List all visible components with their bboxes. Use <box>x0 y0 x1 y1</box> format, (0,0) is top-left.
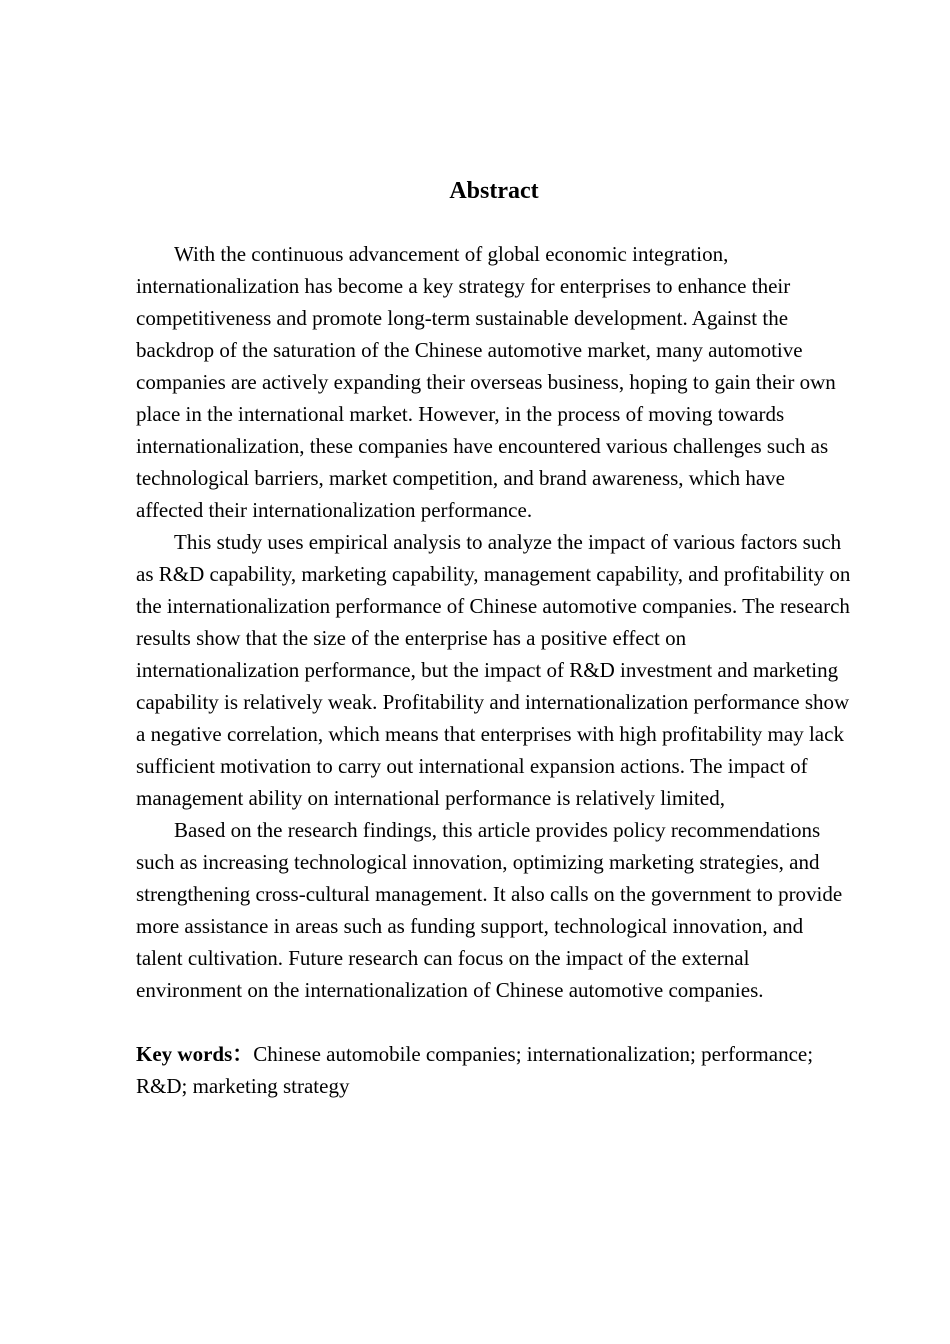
keywords-text: Chinese automobile companies; internationalization; performance; R&D; marketing strategy <box>136 1042 814 1098</box>
keywords-line <box>136 1038 852 1102</box>
keywords-label: Key words： <box>136 1042 254 1066</box>
document-page <box>136 176 852 1102</box>
abstract-paragraph-3: Based on the research findings, this article provides policy recommendations such as increasing technological innovation, optimizing marketing strategies, and strengthening cross-cultural management. It also calls on the government to provide more assistance in areas such as funding support, technological innovation, and talent cultivation. Future research can focus on the impact of the external environment on the internationalization of Chinese automotive companies. <box>136 818 843 1002</box>
abstract-paragraph-2: This study uses empirical analysis to analyze the impact of various factors such as R&D capability, marketing capability, management capability, and profitability on the internationalization performance of Chinese automotive companies. The research results show that the size of the enterprise has a positive effect on internationalization performance, but the impact of R&D investment and marketing capability is relatively weak. Profitability and internationalization performance show a negative correlation, which means that enterprises with high profitability may lack sufficient motivation to carry out international expansion actions. The impact of management ability on international performance is relatively limited, <box>136 530 851 810</box>
abstract-title: Abstract <box>449 178 539 204</box>
abstract-paragraph-1: With the continuous advancement of global economic integration, internationalization has become a key strategy for enterprises to enhance their competitiveness and promote long-term sustainable development. Against the backdrop of the saturation of the Chinese automotive market, many automotive companies are actively expanding their overseas business, hoping to gain their own place in the international market. However, in the process of moving towards internationalization, these companies have encountered various challenges such as technological barriers, market competition, and brand awareness, which have affected their internationalization performance. <box>136 242 836 522</box>
